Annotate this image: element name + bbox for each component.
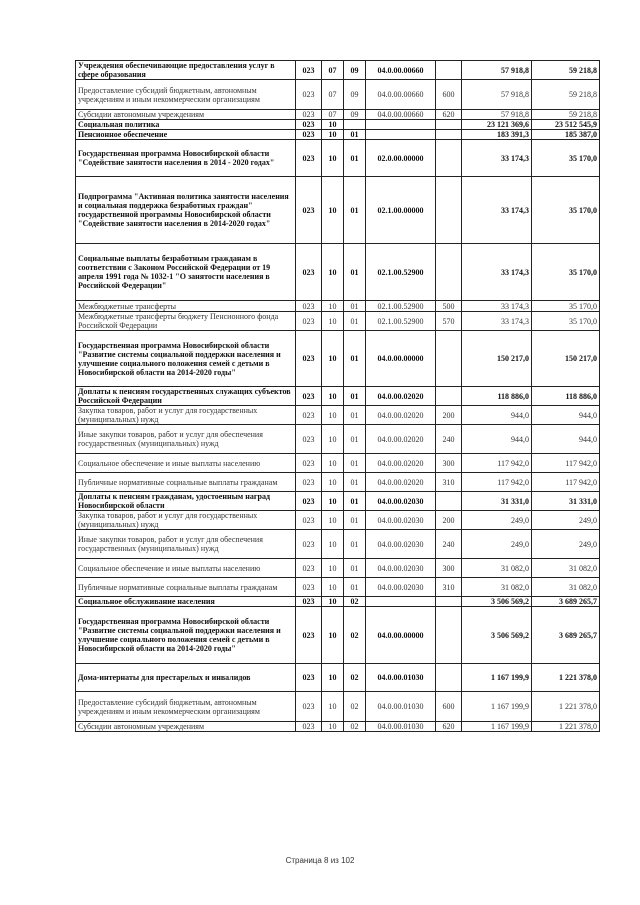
cell-amount-year1: 33 174,3: [462, 301, 532, 312]
cell-vr: [436, 387, 462, 406]
cell-rz: 10: [322, 722, 344, 732]
cell-vr: 620: [436, 110, 462, 120]
cell-csr: 04.0.00.00000: [366, 607, 436, 664]
cell-amount-year2: 1 221 378,0: [532, 664, 600, 692]
table-row: [76, 387, 600, 406]
cell-vr: [436, 61, 462, 80]
cell-csr: 04.0.00.02020: [366, 425, 436, 454]
cell-amount-year1: 23 121 369,6: [462, 120, 532, 130]
cell-amount-year2: 1 221 378,0: [532, 722, 600, 732]
cell-name: Социальное обеспечение и иные выплаты населению: [76, 454, 296, 473]
cell-pr: 01: [344, 312, 366, 331]
cell-amount-year2: 3 689 265,7: [532, 597, 600, 607]
cell-rz: 10: [322, 473, 344, 492]
cell-amount-year2: 35 170,0: [532, 140, 600, 177]
cell-amount-year1: 944,0: [462, 425, 532, 454]
cell-csr: 02.1.00.52900: [366, 301, 436, 312]
cell-ved: 023: [296, 473, 322, 492]
table-row: [76, 331, 600, 387]
cell-rz: 07: [322, 61, 344, 80]
table-row: [76, 473, 600, 492]
cell-rz: 10: [322, 120, 344, 130]
cell-amount-year2: 944,0: [532, 425, 600, 454]
cell-amount-year2: 31 331,0: [532, 492, 600, 511]
cell-csr: [366, 597, 436, 607]
cell-ved: 023: [296, 80, 322, 110]
cell-vr: 200: [436, 406, 462, 425]
cell-csr: 04.0.00.00000: [366, 331, 436, 387]
cell-vr: [436, 331, 462, 387]
cell-pr: 09: [344, 80, 366, 110]
cell-name: Социальное обеспечение и иные выплаты населению: [76, 559, 296, 578]
cell-name: Государственная программа Новосибирской области "Развитие системы социальной поддержки населения и улучшение социального положения семей с детьми в Новосибирской области на 2014-2020 годы": [76, 607, 296, 664]
budget-table: [75, 60, 600, 732]
cell-pr: 01: [344, 177, 366, 244]
cell-rz: 10: [322, 177, 344, 244]
cell-rz: 10: [322, 578, 344, 597]
cell-ved: 023: [296, 559, 322, 578]
cell-amount-year2: 944,0: [532, 406, 600, 425]
cell-amount-year1: 33 174,3: [462, 244, 532, 301]
cell-amount-year1: 117 942,0: [462, 454, 532, 473]
cell-name: Учреждения обеспечивающие предоставления услуг в сфере образования: [76, 61, 296, 80]
cell-pr: 02: [344, 664, 366, 692]
cell-amount-year2: 35 170,0: [532, 301, 600, 312]
cell-name: Закупка товаров, работ и услуг для государственных (муниципальных) нужд: [76, 511, 296, 530]
cell-amount-year2: 3 689 265,7: [532, 607, 600, 664]
cell-pr: 02: [344, 597, 366, 607]
cell-vr: 200: [436, 511, 462, 530]
table-row: [76, 80, 600, 110]
cell-amount-year1: 1 167 199,9: [462, 722, 532, 732]
cell-rz: 10: [322, 406, 344, 425]
cell-amount-year1: 118 886,0: [462, 387, 532, 406]
table-row: [76, 454, 600, 473]
cell-pr: 01: [344, 130, 366, 140]
table-row: [76, 406, 600, 425]
cell-rz: 10: [322, 312, 344, 331]
cell-vr: 600: [436, 692, 462, 722]
cell-vr: 300: [436, 559, 462, 578]
cell-amount-year1: 31 082,0: [462, 559, 532, 578]
cell-ved: 023: [296, 406, 322, 425]
cell-rz: 07: [322, 80, 344, 110]
cell-rz: 07: [322, 110, 344, 120]
table-row: [76, 177, 600, 244]
cell-name: Доплаты к пенсиям гражданам, удостоенным наград Новосибирской области: [76, 492, 296, 511]
cell-csr: 02.1.00.52900: [366, 312, 436, 331]
cell-rz: 10: [322, 664, 344, 692]
cell-vr: [436, 664, 462, 692]
cell-amount-year2: 249,0: [532, 511, 600, 530]
cell-ved: 023: [296, 664, 322, 692]
table-row: [76, 130, 600, 140]
cell-csr: 04.0.00.01030: [366, 692, 436, 722]
cell-pr: 01: [344, 511, 366, 530]
cell-name: Публичные нормативные социальные выплаты гражданам: [76, 578, 296, 597]
cell-csr: 04.0.00.02030: [366, 578, 436, 597]
cell-ved: 023: [296, 692, 322, 722]
cell-pr: 01: [344, 301, 366, 312]
table-row: [76, 312, 600, 331]
cell-csr: 04.0.00.01030: [366, 722, 436, 732]
cell-csr: 02.1.00.00000: [366, 177, 436, 244]
cell-csr: 02.1.00.52900: [366, 244, 436, 301]
cell-amount-year1: 33 174,3: [462, 312, 532, 331]
cell-amount-year1: 31 082,0: [462, 578, 532, 597]
cell-amount-year2: 150 217,0: [532, 331, 600, 387]
cell-amount-year2: 117 942,0: [532, 454, 600, 473]
cell-csr: 02.0.00.00000: [366, 140, 436, 177]
table-row: [76, 140, 600, 177]
cell-ved: 023: [296, 110, 322, 120]
cell-pr: 01: [344, 473, 366, 492]
cell-ved: 023: [296, 722, 322, 732]
table-row: [76, 722, 600, 732]
cell-csr: 04.0.00.01030: [366, 664, 436, 692]
cell-amount-year2: 59 218,8: [532, 61, 600, 80]
cell-pr: 01: [344, 425, 366, 454]
table-row: [76, 110, 600, 120]
cell-csr: 04.0.00.02030: [366, 559, 436, 578]
cell-vr: 570: [436, 312, 462, 331]
table-row: [76, 244, 600, 301]
cell-amount-year1: 944,0: [462, 406, 532, 425]
cell-amount-year1: 57 918,8: [462, 61, 532, 80]
cell-amount-year1: 1 167 199,9: [462, 664, 532, 692]
cell-name: Пенсионное обеспечение: [76, 130, 296, 140]
cell-csr: 04.0.00.00660: [366, 80, 436, 110]
table-row: [76, 559, 600, 578]
cell-amount-year2: 1 221 378,0: [532, 692, 600, 722]
cell-name: Предоставление субсидий бюджетным, автономным учреждениям и иным некоммерческим организациям: [76, 692, 296, 722]
cell-ved: 023: [296, 301, 322, 312]
cell-amount-year2: 31 082,0: [532, 559, 600, 578]
cell-pr: 01: [344, 406, 366, 425]
table-row: [76, 425, 600, 454]
cell-ved: 023: [296, 597, 322, 607]
cell-vr: 300: [436, 454, 462, 473]
cell-ved: 023: [296, 140, 322, 177]
cell-ved: 023: [296, 530, 322, 559]
cell-vr: [436, 140, 462, 177]
cell-amount-year2: 59 218,8: [532, 110, 600, 120]
table-body: [76, 61, 600, 732]
cell-rz: 10: [322, 140, 344, 177]
cell-vr: [436, 607, 462, 664]
cell-ved: 023: [296, 425, 322, 454]
cell-ved: 023: [296, 244, 322, 301]
cell-vr: [436, 120, 462, 130]
budget-sheet: [75, 60, 599, 732]
cell-csr: 04.0.00.02030: [366, 511, 436, 530]
cell-csr: 04.0.00.02030: [366, 492, 436, 511]
cell-pr: 01: [344, 492, 366, 511]
cell-pr: 01: [344, 578, 366, 597]
cell-ved: 023: [296, 578, 322, 597]
cell-name: Государственная программа Новосибирской области "Развитие системы социальной поддержки населения и улучшение социального положения семей с детьми в Новосибирской области на 2014-2020 годы": [76, 331, 296, 387]
cell-csr: [366, 130, 436, 140]
cell-rz: 10: [322, 559, 344, 578]
cell-name: Межбюджетные трансферты: [76, 301, 296, 312]
cell-rz: 10: [322, 692, 344, 722]
table-row: [76, 530, 600, 559]
cell-name: Иные закупки товаров, работ и услуг для обеспечения государственных (муниципальных) нужд: [76, 530, 296, 559]
cell-ved: 023: [296, 492, 322, 511]
cell-name: Субсидии автономным учреждениям: [76, 110, 296, 120]
cell-rz: 10: [322, 597, 344, 607]
cell-vr: 310: [436, 473, 462, 492]
cell-name: Доплаты к пенсиям государственных служащих субъектов Российской Федерации: [76, 387, 296, 406]
cell-name: Социальное обслуживание населения: [76, 597, 296, 607]
cell-ved: 023: [296, 61, 322, 80]
cell-vr: [436, 597, 462, 607]
cell-rz: 10: [322, 301, 344, 312]
cell-vr: [436, 244, 462, 301]
cell-vr: 500: [436, 301, 462, 312]
cell-amount-year1: 3 506 569,2: [462, 607, 532, 664]
table-row: [76, 664, 600, 692]
cell-rz: 10: [322, 387, 344, 406]
cell-pr: 01: [344, 331, 366, 387]
cell-ved: 023: [296, 454, 322, 473]
cell-amount-year2: 117 942,0: [532, 473, 600, 492]
cell-csr: [366, 120, 436, 130]
cell-name: Закупка товаров, работ и услуг для государственных (муниципальных) нужд: [76, 406, 296, 425]
cell-amount-year2: 118 886,0: [532, 387, 600, 406]
cell-name: Публичные нормативные социальные выплаты гражданам: [76, 473, 296, 492]
cell-vr: [436, 177, 462, 244]
cell-amount-year2: 23 512 545,9: [532, 120, 600, 130]
cell-name: Подпрограмма "Активная политика занятости населения и социальная поддержка безработных граждан" государственной программы Новосибирской области "Содействие занятости населения в 2014-2020 годах": [76, 177, 296, 244]
cell-ved: 023: [296, 511, 322, 530]
cell-ved: 023: [296, 130, 322, 140]
cell-amount-year1: 249,0: [462, 511, 532, 530]
cell-amount-year1: 57 918,8: [462, 80, 532, 110]
cell-rz: 10: [322, 530, 344, 559]
cell-amount-year1: 150 217,0: [462, 331, 532, 387]
cell-csr: 04.0.00.00660: [366, 61, 436, 80]
cell-pr: 01: [344, 559, 366, 578]
cell-pr: 01: [344, 454, 366, 473]
cell-csr: 04.0.00.02020: [366, 387, 436, 406]
cell-pr: 01: [344, 530, 366, 559]
cell-pr: 09: [344, 110, 366, 120]
cell-csr: 04.0.00.02020: [366, 454, 436, 473]
cell-amount-year1: 33 174,3: [462, 140, 532, 177]
cell-pr: 01: [344, 244, 366, 301]
cell-ved: 023: [296, 312, 322, 331]
cell-amount-year1: 57 918,8: [462, 110, 532, 120]
cell-ved: 023: [296, 331, 322, 387]
cell-vr: [436, 130, 462, 140]
cell-amount-year1: 117 942,0: [462, 473, 532, 492]
cell-pr: 09: [344, 61, 366, 80]
cell-amount-year2: 35 170,0: [532, 312, 600, 331]
cell-csr: 04.0.00.02020: [366, 406, 436, 425]
cell-ved: 023: [296, 120, 322, 130]
cell-pr: 02: [344, 692, 366, 722]
cell-name: Социальная политика: [76, 120, 296, 130]
cell-rz: 10: [322, 492, 344, 511]
cell-name: Межбюджетные трансферты бюджету Пенсионного фонда Российской Федерации: [76, 312, 296, 331]
cell-name: Государственная программа Новосибирской области "Содействие занятости населения в 2014 - 2020 годах": [76, 140, 296, 177]
cell-vr: [436, 492, 462, 511]
cell-ved: 023: [296, 607, 322, 664]
table-row: [76, 511, 600, 530]
table-row: [76, 301, 600, 312]
table-row: [76, 492, 600, 511]
table-row: [76, 692, 600, 722]
cell-amount-year2: 185 387,0: [532, 130, 600, 140]
cell-amount-year1: 183 391,3: [462, 130, 532, 140]
cell-name: Иные закупки товаров, работ и услуг для обеспечения государственных (муниципальных) нужд: [76, 425, 296, 454]
cell-rz: 10: [322, 454, 344, 473]
cell-amount-year1: 3 506 569,2: [462, 597, 532, 607]
cell-amount-year1: 249,0: [462, 530, 532, 559]
cell-ved: 023: [296, 177, 322, 244]
cell-amount-year2: 249,0: [532, 530, 600, 559]
cell-amount-year2: 35 170,0: [532, 177, 600, 244]
cell-amount-year2: 59 218,8: [532, 80, 600, 110]
cell-rz: 10: [322, 244, 344, 301]
cell-vr: 240: [436, 425, 462, 454]
cell-ved: 023: [296, 387, 322, 406]
cell-vr: 240: [436, 530, 462, 559]
cell-vr: 310: [436, 578, 462, 597]
cell-pr: 02: [344, 722, 366, 732]
cell-name: Субсидии автономным учреждениям: [76, 722, 296, 732]
cell-rz: 10: [322, 511, 344, 530]
table-row: [76, 578, 600, 597]
cell-vr: 600: [436, 80, 462, 110]
cell-vr: 620: [436, 722, 462, 732]
cell-name: Социальные выплаты безработным гражданам в соответствии с Законом Российской Федерации от 19 апреля 1991 года № 1032-1 "О занятости населения в Российской Федерации": [76, 244, 296, 301]
table-row: [76, 61, 600, 80]
cell-amount-year2: 31 082,0: [532, 578, 600, 597]
cell-rz: 10: [322, 425, 344, 454]
cell-pr: 02: [344, 607, 366, 664]
table-row: [76, 607, 600, 664]
cell-csr: 04.0.00.02030: [366, 530, 436, 559]
cell-pr: 01: [344, 140, 366, 177]
cell-amount-year1: 31 331,0: [462, 492, 532, 511]
cell-name: Дома-интернаты для престарелых и инвалидов: [76, 664, 296, 692]
cell-amount-year1: 1 167 199,9: [462, 692, 532, 722]
table-row: [76, 120, 600, 130]
cell-csr: 04.0.00.02020: [366, 473, 436, 492]
cell-name: Предоставление субсидий бюджетным, автономным учреждениям и иным некоммерческим организациям: [76, 80, 296, 110]
table-row: [76, 597, 600, 607]
cell-amount-year1: 33 174,3: [462, 177, 532, 244]
cell-csr: 04.0.00.00660: [366, 110, 436, 120]
cell-pr: [344, 120, 366, 130]
cell-rz: 10: [322, 130, 344, 140]
cell-rz: 10: [322, 607, 344, 664]
page-number: Страница 8 из 102: [285, 856, 355, 865]
cell-amount-year2: 35 170,0: [532, 244, 600, 301]
cell-rz: 10: [322, 331, 344, 387]
cell-pr: 01: [344, 387, 366, 406]
